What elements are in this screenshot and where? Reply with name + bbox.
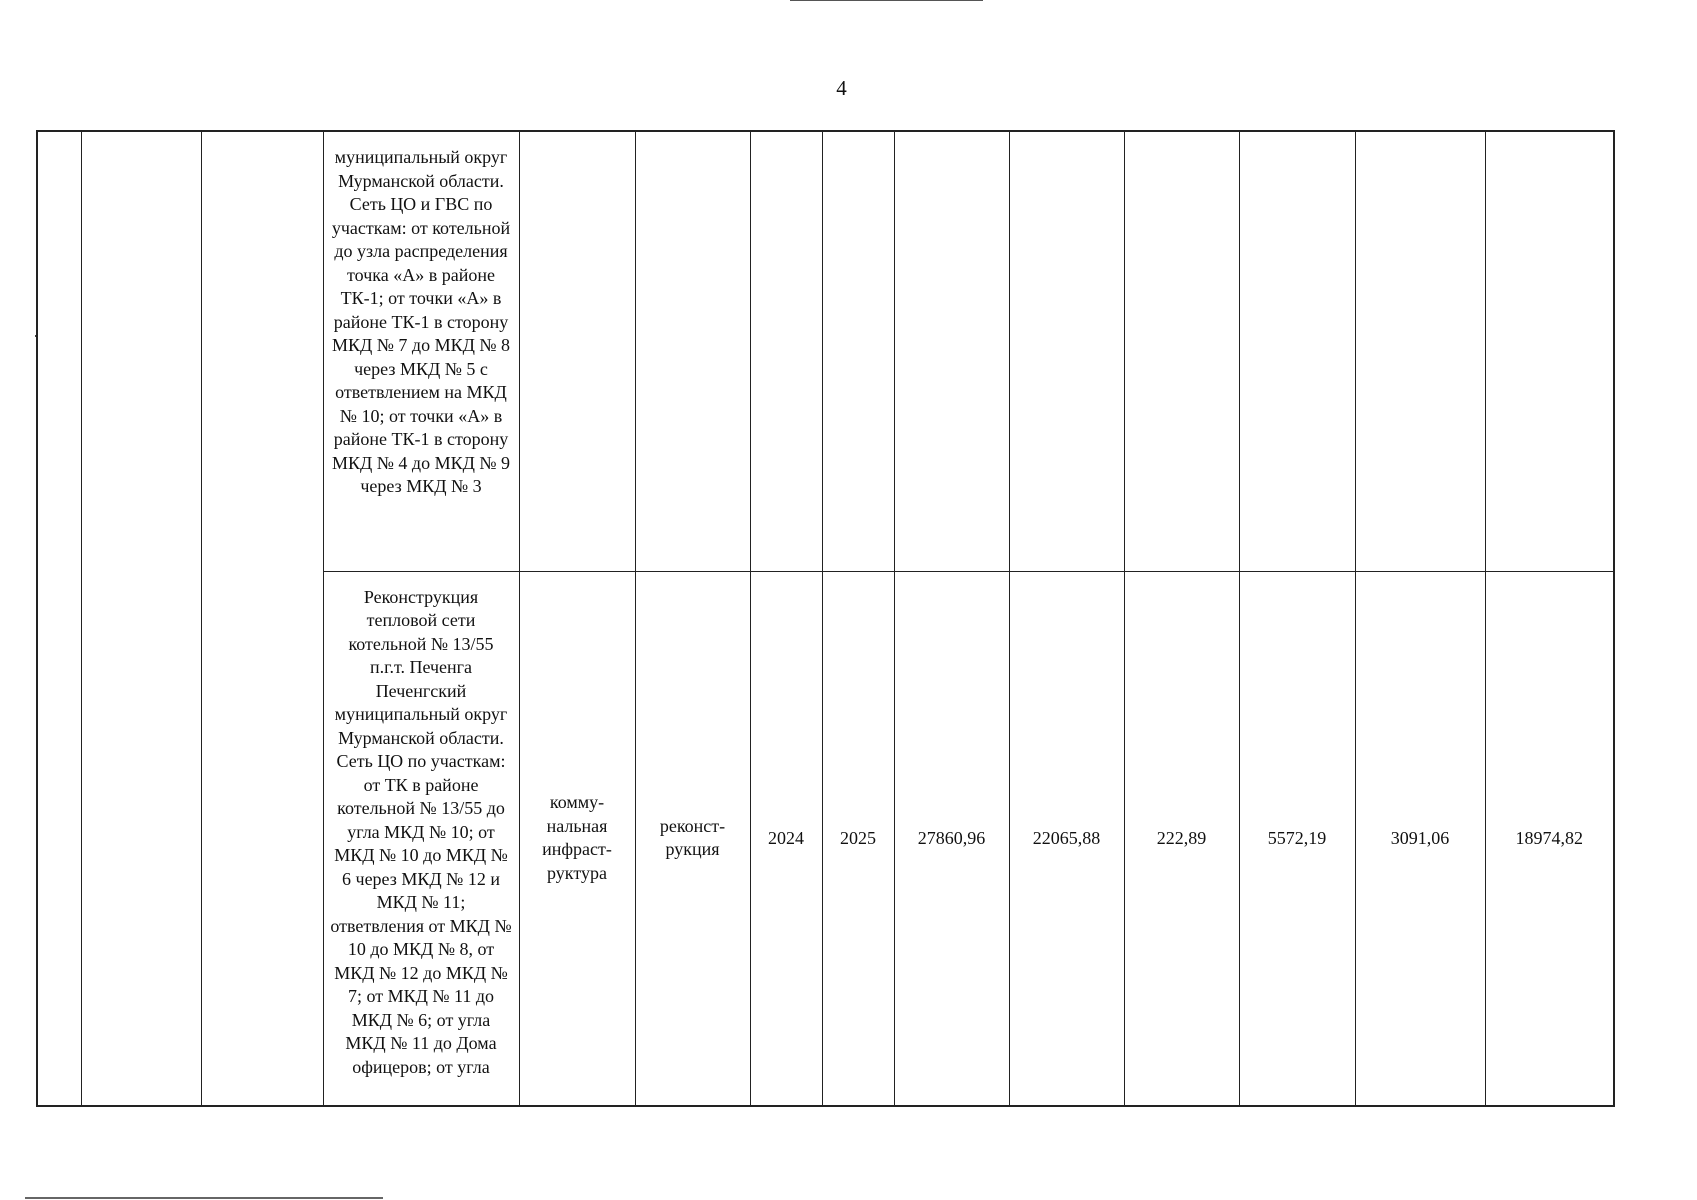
cell-value-5 xyxy=(1355,131,1485,571)
cell-value-2: 22065,88 xyxy=(1009,571,1124,1106)
cell-name xyxy=(81,131,201,1106)
cell-value-3: 222,89 xyxy=(1124,571,1239,1106)
page-number: 4 xyxy=(836,76,847,100)
cell-value-4: 5572,19 xyxy=(1239,571,1355,1106)
scan-artifact-top-line xyxy=(790,0,983,1)
cell-value-3 xyxy=(1124,131,1239,571)
project-table xyxy=(36,130,1615,1107)
cell-total: 27860,96 xyxy=(894,571,1009,1106)
cell-work-type xyxy=(635,131,750,571)
cell-value-2 xyxy=(1009,131,1124,571)
cell-object-description: муниципальный округ Мурманской области. Сеть ЦО и ГВС по участкам: от котельной до узла распределения точка «А» в районе ТК-1; от точки «А» в районе ТК-1 в сторону МКД № 7 до МКД № 8 через МКД № 5 с ответвлением на МКД № 10; от точки «А» в районе ТК-1 в сторону МКД № 4 до МКД № 9 через МКД № 3 xyxy=(323,131,519,571)
cell-reference xyxy=(201,131,323,1106)
cell-category xyxy=(519,131,635,571)
cell-year-start xyxy=(750,131,822,571)
cell-year-end: 2025 xyxy=(822,571,894,1106)
cell-value-6: 18974,82 xyxy=(1485,571,1614,1106)
cell-index xyxy=(37,131,81,1106)
cell-year-start: 2024 xyxy=(750,571,822,1106)
cell-value-5: 3091,06 xyxy=(1355,571,1485,1106)
cell-year-end xyxy=(822,131,894,571)
table-row xyxy=(37,131,1614,571)
cell-value-4 xyxy=(1239,131,1355,571)
cell-value-6 xyxy=(1485,131,1614,571)
cell-work-type: реконст- рукция xyxy=(635,571,750,1106)
cell-total xyxy=(894,131,1009,571)
cell-object-description: Реконструкция тепловой сети котельной № 13/55 п.г.т. Печенга Печенгский муниципальный округ Мурманской области. Сеть ЦО по участкам: от ТК в районе котельной № 13/55 до угла МКД № 10; от МКД № 10 до МКД № 6 через МКД № 12 и МКД № 11; ответвления от МКД № 10 до МКД № 8, от МКД № 12 до МКД № 7; от МКД № 11 до МКД № 6; от угла МКД № 11 до Дома офицеров; от угла xyxy=(323,571,519,1106)
scan-artifact-bottom-line xyxy=(25,1197,383,1199)
cell-category: комму- нальная инфраст- руктура xyxy=(519,571,635,1106)
